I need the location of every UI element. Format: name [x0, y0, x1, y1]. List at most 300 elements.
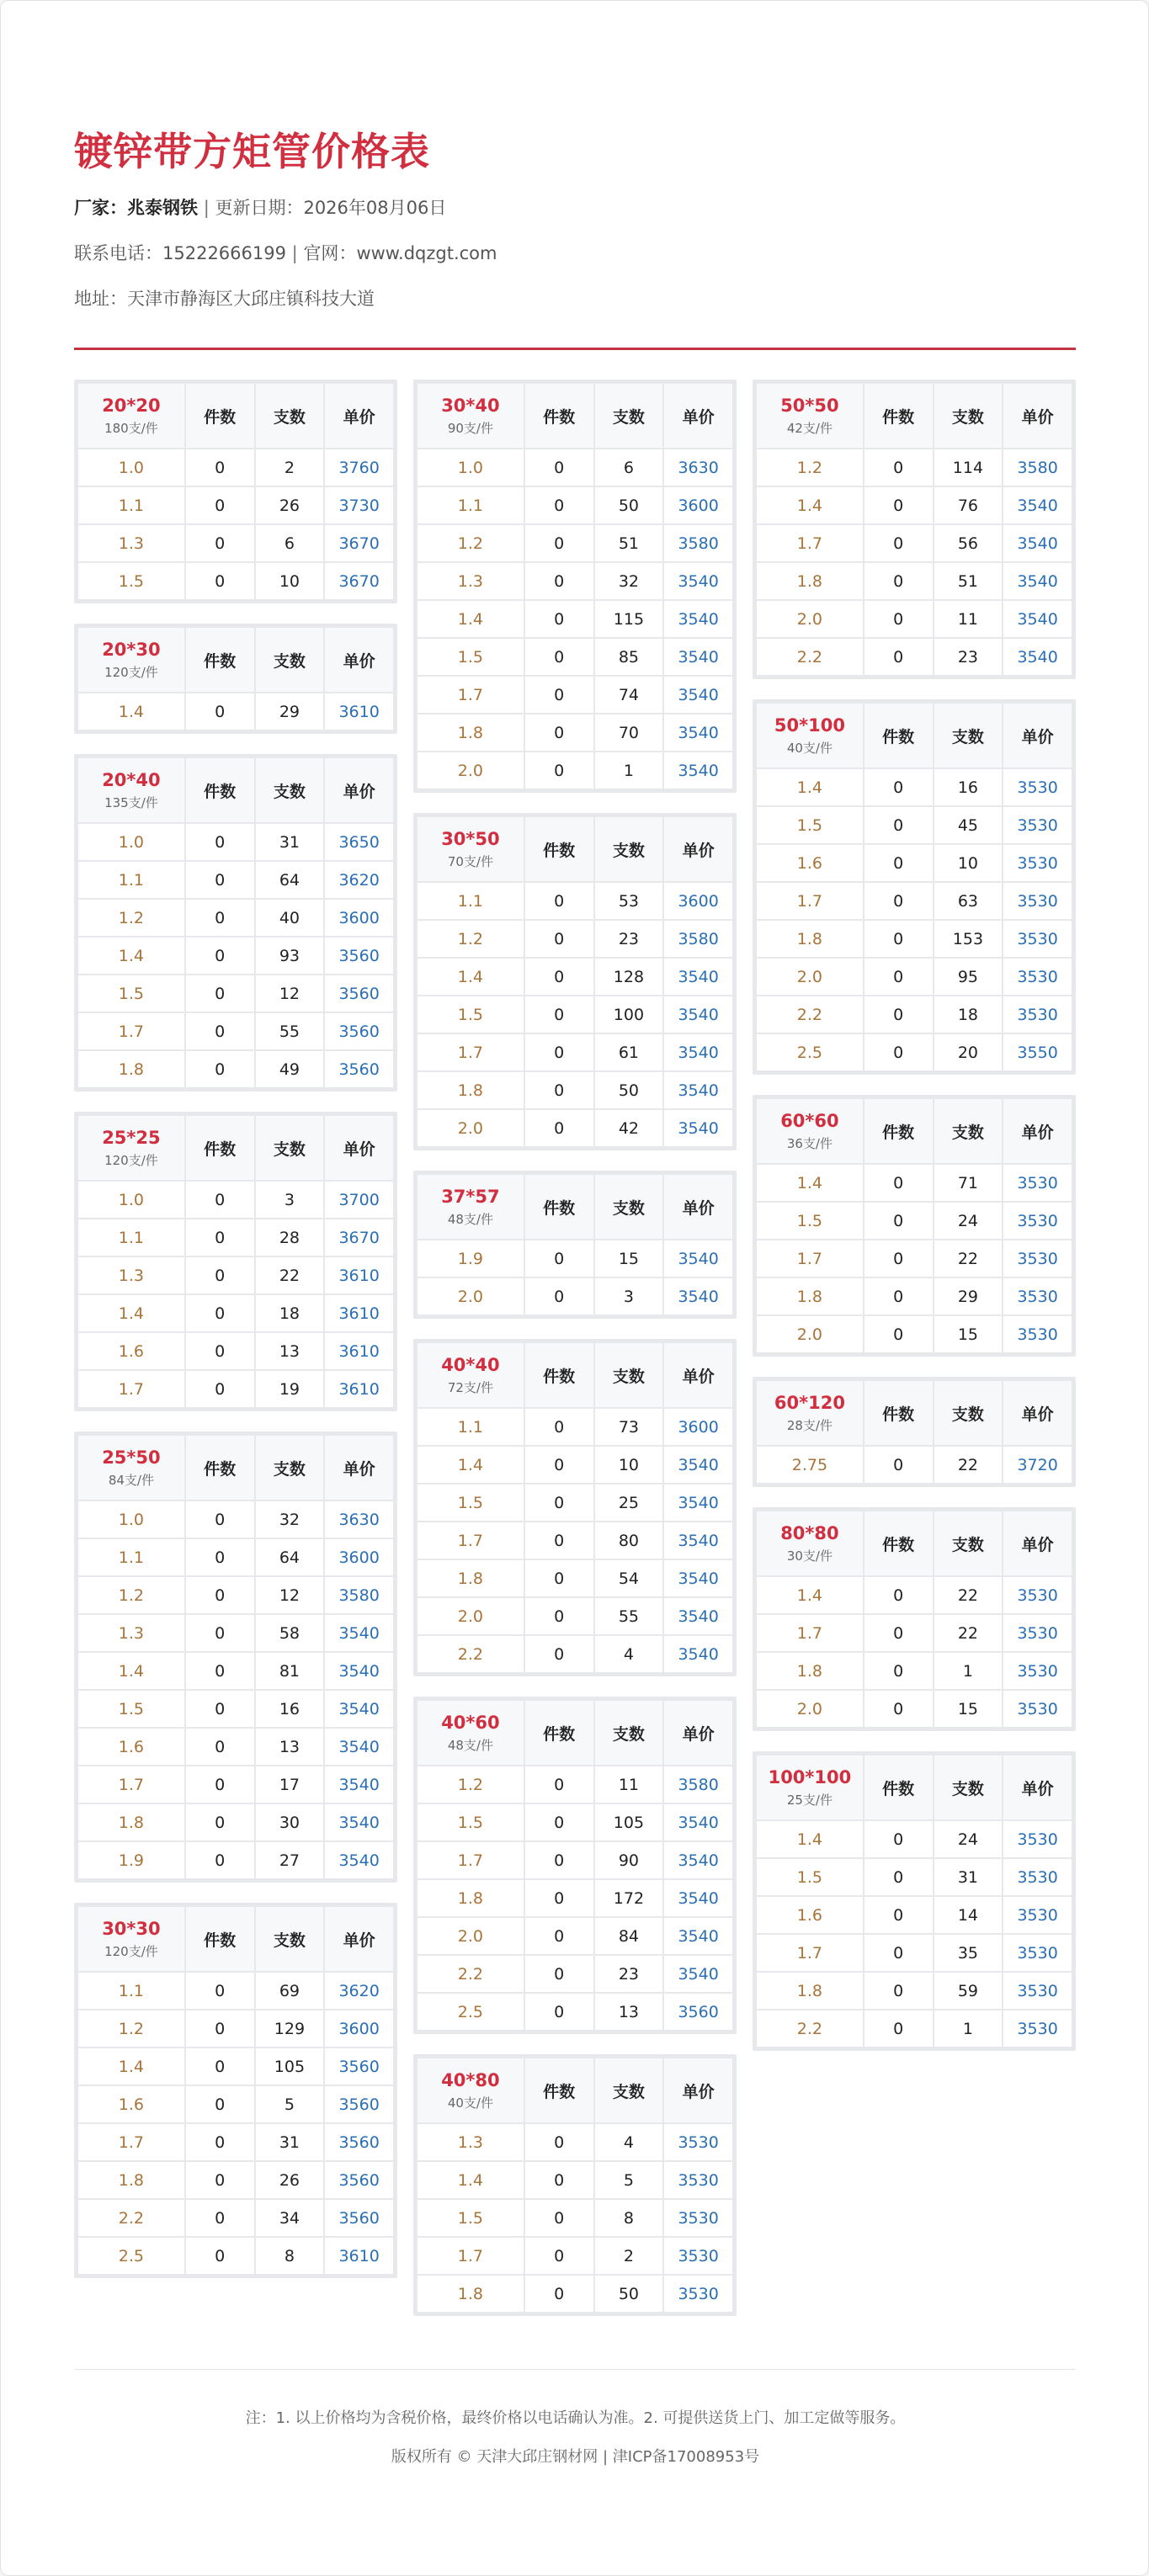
pieces-cell: 8: [594, 2199, 664, 2237]
pieces-cell: 11: [934, 600, 1003, 638]
pieces-cell: 30: [255, 1803, 325, 1841]
pieces-cell: 32: [594, 562, 664, 600]
spec-header: [756, 1380, 864, 1446]
count-cell: 0: [864, 486, 934, 524]
table-row: [77, 1370, 394, 1408]
count-cell: 0: [864, 600, 934, 638]
thickness-cell: 1.7: [417, 2237, 524, 2275]
thickness-cell: 1.8: [417, 2275, 524, 2313]
count-cell: 0: [185, 2010, 255, 2048]
price-cell: 3540: [663, 1803, 733, 1841]
count-cell: 0: [864, 958, 934, 996]
price-cell: 3530: [1003, 1164, 1072, 1202]
thickness-cell: 1.5: [756, 1202, 864, 1240]
table-row: [756, 1614, 1072, 1652]
table-row: [756, 1690, 1072, 1728]
pack-quantity: 72支/件: [447, 1379, 493, 1395]
table-row: [417, 1803, 733, 1841]
table-row: [77, 899, 394, 937]
thickness-cell: 1.5: [417, 1803, 524, 1841]
update-label: 更新日期: [215, 198, 286, 218]
pieces-cell: 27: [255, 1841, 325, 1879]
count-cell: 0: [864, 996, 934, 1033]
thickness-cell: 2.5: [417, 1993, 524, 2031]
table-row: [417, 676, 733, 714]
table-row: [77, 2123, 394, 2161]
thickness-cell: 2.2: [417, 1635, 524, 1673]
price-cell: 3600: [324, 2010, 394, 2048]
pieces-cell: 105: [594, 1803, 664, 1841]
thickness-cell: 1.4: [77, 693, 185, 730]
pieces-header: 支数: [255, 757, 325, 823]
pieces-cell: 23: [594, 1955, 664, 1993]
price-cell: 3600: [663, 1408, 733, 1446]
count-cell: 0: [864, 806, 934, 844]
table-row: [756, 1820, 1072, 1858]
thickness-cell: 1.8: [756, 1277, 864, 1315]
table-row: [77, 1766, 394, 1803]
count-cell: 0: [185, 2199, 255, 2237]
count-cell: 0: [185, 1652, 255, 1690]
thickness-cell: 2.2: [77, 2199, 185, 2237]
table-row: [756, 1277, 1072, 1315]
pieces-cell: 6: [594, 449, 664, 486]
thickness-cell: 1.2: [756, 449, 864, 486]
price-cell: 3540: [1003, 524, 1072, 562]
price-cell: 3630: [663, 449, 733, 486]
thickness-cell: 1.5: [756, 806, 864, 844]
pieces-cell: 63: [934, 882, 1003, 920]
thickness-cell: 1.5: [417, 638, 524, 676]
thickness-cell: 2.0: [756, 1690, 864, 1728]
price-cell: 3530: [1003, 1934, 1072, 1972]
count-header: 件数: [185, 383, 255, 449]
pack-quantity: 120支/件: [104, 664, 158, 680]
pieces-header: 支数: [934, 1511, 1003, 1576]
count-header: 件数: [524, 816, 594, 882]
spec-table: [753, 380, 1076, 679]
pieces-cell: 128: [594, 958, 664, 996]
price-header: 单价: [1003, 383, 1072, 449]
pieces-cell: 17: [255, 1766, 325, 1803]
table-row: [77, 1728, 394, 1766]
price-cell: 3540: [324, 1803, 394, 1841]
thickness-cell: 1.5: [77, 562, 185, 600]
thickness-cell: 1.6: [756, 844, 864, 882]
pieces-cell: 23: [594, 920, 664, 958]
pack-quantity: 120支/件: [104, 1152, 158, 1168]
count-cell: 0: [864, 1202, 934, 1240]
count-cell: 0: [864, 524, 934, 562]
pieces-cell: 29: [934, 1277, 1003, 1315]
count-cell: 0: [524, 1803, 594, 1841]
table-row: [417, 1484, 733, 1522]
count-cell: 0: [864, 1690, 934, 1728]
count-cell: 0: [524, 1955, 594, 1993]
pieces-header: 支数: [255, 383, 325, 449]
count-header: 件数: [524, 2058, 594, 2123]
thickness-cell: 1.7: [77, 1766, 185, 1803]
table-row: [756, 920, 1072, 958]
thickness-cell: 2.0: [417, 1597, 524, 1635]
pieces-cell: 28: [255, 1219, 325, 1256]
pieces-cell: 31: [934, 1858, 1003, 1896]
pieces-cell: 13: [255, 1728, 325, 1766]
thickness-cell: 1.0: [77, 1181, 185, 1219]
thickness-cell: 1.4: [417, 958, 524, 996]
spec-table: [753, 1751, 1076, 2051]
price-cell: 3560: [324, 1050, 394, 1088]
thickness-cell: 1.8: [77, 1803, 185, 1841]
pieces-cell: 34: [255, 2199, 325, 2237]
count-cell: 0: [524, 449, 594, 486]
price-cell: 3600: [663, 882, 733, 920]
pack-quantity: 36支/件: [786, 1135, 832, 1151]
footer-divider: [74, 2369, 1076, 2370]
pieces-cell: 55: [594, 1597, 664, 1635]
thickness-cell: 1.7: [756, 1614, 864, 1652]
price-header: 单价: [324, 627, 394, 693]
count-cell: 0: [524, 676, 594, 714]
phone-number[interactable]: 15222666199: [162, 243, 286, 263]
thickness-cell: 1.2: [77, 2010, 185, 2048]
count-header: 件数: [864, 1511, 934, 1576]
pieces-header: 支数: [594, 1174, 664, 1240]
count-cell: 0: [524, 1917, 594, 1955]
count-header: 件数: [185, 1435, 255, 1500]
pieces-cell: 23: [934, 638, 1003, 676]
table-row: [756, 958, 1072, 996]
price-cell: 3540: [663, 562, 733, 600]
table-row: [77, 1050, 394, 1088]
price-cell: 3540: [663, 1879, 733, 1917]
thickness-cell: 1.7: [756, 524, 864, 562]
count-cell: 0: [524, 1446, 594, 1484]
table-row: [417, 486, 733, 524]
table-row: [77, 1294, 394, 1332]
price-cell: 3630: [324, 1500, 394, 1538]
price-cell: 3610: [324, 1256, 394, 1294]
count-cell: 0: [524, 1993, 594, 2031]
count-cell: 0: [524, 1277, 594, 1315]
count-cell: 0: [185, 524, 255, 562]
spec-table: [413, 1697, 737, 2034]
table-row: [77, 449, 394, 486]
pieces-cell: 12: [255, 1576, 325, 1614]
count-cell: 0: [864, 1614, 934, 1652]
price-cell: 3530: [1003, 996, 1072, 1033]
price-cell: 3530: [1003, 1858, 1072, 1896]
thickness-cell: 1.4: [756, 1820, 864, 1858]
price-cell: 3580: [1003, 449, 1072, 486]
spec-header: [77, 627, 185, 693]
table-row: [417, 449, 733, 486]
table-row: [77, 1972, 394, 2010]
count-cell: 0: [524, 638, 594, 676]
price-cell: 3560: [324, 937, 394, 975]
pieces-cell: 84: [594, 1917, 664, 1955]
pieces-cell: 18: [934, 996, 1003, 1033]
count-cell: 0: [524, 2199, 594, 2237]
thickness-cell: 1.5: [756, 1858, 864, 1896]
thickness-cell: 2.2: [756, 996, 864, 1033]
count-cell: 0: [864, 844, 934, 882]
thickness-cell: 1.2: [417, 920, 524, 958]
pieces-cell: 59: [934, 1972, 1003, 2010]
spec-header: [417, 2058, 524, 2123]
count-cell: 0: [185, 2048, 255, 2085]
price-cell: 3540: [324, 1690, 394, 1728]
count-cell: 0: [185, 1294, 255, 1332]
table-row: [417, 2237, 733, 2275]
column-right: [753, 380, 1076, 2071]
pieces-cell: 22: [934, 1240, 1003, 1277]
pieces-header: 支数: [934, 383, 1003, 449]
thickness-cell: 1.4: [756, 486, 864, 524]
price-cell: 3560: [663, 1993, 733, 2031]
pack-quantity: 180支/件: [104, 420, 158, 436]
count-header: 件数: [864, 1098, 934, 1164]
price-cell: 3530: [1003, 1820, 1072, 1858]
price-cell: 3580: [663, 524, 733, 562]
price-cell: 3540: [663, 676, 733, 714]
pieces-cell: 2: [255, 449, 325, 486]
pieces-cell: 93: [255, 937, 325, 975]
table-row: [77, 1256, 394, 1294]
pieces-cell: 50: [594, 1071, 664, 1109]
pieces-cell: 10: [594, 1446, 664, 1484]
pieces-cell: 19: [255, 1370, 325, 1408]
pieces-cell: 5: [255, 2085, 325, 2123]
header: [74, 127, 1076, 312]
pieces-cell: 51: [934, 562, 1003, 600]
price-cell: 3540: [663, 714, 733, 752]
pack-quantity: 25支/件: [786, 1792, 832, 1808]
table-row: [756, 1446, 1072, 1484]
spec-table: [74, 1431, 397, 1883]
pieces-cell: 26: [255, 2161, 325, 2199]
thickness-cell: 2.0: [417, 1917, 524, 1955]
price-cell: 3540: [663, 1955, 733, 1993]
table-row: [756, 882, 1072, 920]
spec-name: 25*50: [102, 1447, 161, 1468]
price-cell: 3530: [663, 2199, 733, 2237]
price-header: 单价: [1003, 1098, 1072, 1164]
spec-header: [756, 1755, 864, 1820]
table-row: [417, 2199, 733, 2237]
thickness-cell: 1.1: [417, 882, 524, 920]
count-cell: 0: [185, 1050, 255, 1088]
thickness-cell: 1.8: [417, 1071, 524, 1109]
spec-name: 40*60: [441, 1712, 500, 1733]
count-cell: 0: [524, 2237, 594, 2275]
pieces-cell: 10: [255, 562, 325, 600]
price-cell: 3530: [1003, 1202, 1072, 1240]
table-row: [756, 2010, 1072, 2048]
thickness-cell: 2.0: [756, 958, 864, 996]
count-header: 件数: [864, 1755, 934, 1820]
spec-header: [77, 1115, 185, 1181]
count-cell: 0: [185, 1181, 255, 1219]
pieces-cell: 15: [934, 1315, 1003, 1353]
price-cell: 3530: [1003, 958, 1072, 996]
price-cell: 3540: [324, 1652, 394, 1690]
price-cell: 3530: [1003, 1614, 1072, 1652]
count-cell: 0: [524, 1879, 594, 1917]
pieces-cell: 85: [594, 638, 664, 676]
count-cell: 0: [185, 1690, 255, 1728]
thickness-cell: 1.1: [77, 486, 185, 524]
price-cell: 3560: [324, 2085, 394, 2123]
table-row: [417, 1879, 733, 1917]
table-row: [756, 1858, 1072, 1896]
count-cell: 0: [185, 2237, 255, 2275]
count-header: 件数: [524, 1342, 594, 1408]
pieces-cell: 22: [934, 1446, 1003, 1484]
count-cell: 0: [185, 937, 255, 975]
spec-table: [74, 754, 397, 1091]
price-cell: 3540: [663, 1484, 733, 1522]
pieces-cell: 40: [255, 899, 325, 937]
thickness-cell: 1.7: [417, 1522, 524, 1559]
pieces-header: 支数: [594, 383, 664, 449]
thickness-cell: 2.5: [756, 1033, 864, 1071]
pieces-cell: 18: [255, 1294, 325, 1332]
spec-header: [756, 1098, 864, 1164]
pieces-header: 支数: [934, 703, 1003, 768]
thickness-cell: 1.7: [756, 1934, 864, 1972]
price-cell: 3580: [324, 1576, 394, 1614]
thickness-cell: 1.6: [77, 2085, 185, 2123]
pieces-cell: 3: [255, 1181, 325, 1219]
thickness-cell: 1.2: [77, 899, 185, 937]
count-cell: 0: [185, 899, 255, 937]
count-cell: 0: [524, 920, 594, 958]
count-cell: 0: [524, 1109, 594, 1147]
table-row: [77, 2048, 394, 2085]
address-text: 天津市静海区大邱庄镇科技大道: [127, 289, 375, 309]
price-header: 单价: [663, 2058, 733, 2123]
count-cell: 0: [864, 1934, 934, 1972]
count-header: 件数: [524, 383, 594, 449]
price-header: 单价: [663, 1342, 733, 1408]
thickness-cell: 1.7: [756, 1240, 864, 1277]
thickness-cell: 1.0: [77, 449, 185, 486]
count-cell: 0: [864, 1972, 934, 2010]
table-row: [77, 975, 394, 1012]
spec-header: [756, 383, 864, 449]
price-cell: 3540: [663, 1033, 733, 1071]
count-cell: 0: [864, 1652, 934, 1690]
pieces-cell: 35: [934, 1934, 1003, 1972]
thickness-cell: 1.2: [77, 1576, 185, 1614]
table-row: [756, 1652, 1072, 1690]
count-cell: 0: [185, 1219, 255, 1256]
thickness-cell: 1.4: [417, 600, 524, 638]
thickness-cell: 1.0: [417, 449, 524, 486]
price-cell: 3540: [324, 1766, 394, 1803]
price-cell: 3600: [663, 486, 733, 524]
count-cell: 0: [524, 1597, 594, 1635]
pieces-cell: 42: [594, 1109, 664, 1147]
thickness-cell: 1.5: [417, 996, 524, 1033]
thickness-cell: 1.2: [417, 524, 524, 562]
count-cell: 0: [185, 1256, 255, 1294]
thickness-cell: 1.9: [77, 1841, 185, 1879]
price-cell: 3540: [324, 1841, 394, 1879]
table-row: [417, 1597, 733, 1635]
pieces-cell: 14: [934, 1896, 1003, 1934]
price-cell: 3540: [663, 752, 733, 789]
thickness-cell: 1.1: [417, 1408, 524, 1446]
table-row: [417, 562, 733, 600]
price-cell: 3540: [663, 1917, 733, 1955]
spec-header: [77, 1435, 185, 1500]
price-header: 单价: [1003, 1755, 1072, 1820]
price-cell: 3540: [1003, 638, 1072, 676]
price-cell: 3580: [663, 920, 733, 958]
pieces-header: 支数: [934, 1755, 1003, 1820]
count-cell: 0: [864, 882, 934, 920]
spec-header: [756, 1511, 864, 1576]
count-cell: 0: [185, 1370, 255, 1408]
thickness-cell: 1.8: [77, 2161, 185, 2199]
thickness-cell: 1.3: [77, 524, 185, 562]
table-row: [417, 2275, 733, 2313]
count-header: 件数: [185, 627, 255, 693]
price-cell: 3560: [324, 2161, 394, 2199]
table-row: [77, 1576, 394, 1614]
spec-table: [753, 1095, 1076, 1357]
price-cell: 3530: [663, 2237, 733, 2275]
pieces-cell: 54: [594, 1559, 664, 1597]
pack-quantity: 135支/件: [104, 794, 158, 810]
count-cell: 0: [864, 1446, 934, 1484]
thickness-cell: 1.5: [77, 975, 185, 1012]
count-cell: 0: [185, 562, 255, 600]
table-row: [756, 996, 1072, 1033]
thickness-cell: 2.75: [756, 1446, 864, 1484]
count-cell: 0: [524, 996, 594, 1033]
price-cell: 3530: [1003, 920, 1072, 958]
count-cell: 0: [524, 562, 594, 600]
pack-quantity: 42支/件: [786, 420, 832, 436]
pieces-header: 支数: [255, 1906, 325, 1972]
table-row: [77, 1690, 394, 1728]
count-cell: 0: [524, 1635, 594, 1673]
contact-line: 联系电话：15222666199 | 官网：www.dqzgt.com: [74, 243, 497, 263]
maker-name: 兆泰钢铁: [127, 198, 198, 218]
price-cell: 3540: [663, 1109, 733, 1147]
pieces-cell: 22: [255, 1256, 325, 1294]
price-cell: 3540: [663, 1841, 733, 1879]
thickness-cell: 1.1: [77, 861, 185, 899]
thickness-cell: 1.8: [417, 714, 524, 752]
table-row: [417, 524, 733, 562]
table-row: [77, 1652, 394, 1690]
table-row: [756, 524, 1072, 562]
pieces-cell: 81: [255, 1652, 325, 1690]
count-cell: 0: [524, 1841, 594, 1879]
count-cell: 0: [864, 1858, 934, 1896]
price-cell: 3720: [1003, 1446, 1072, 1484]
site-link[interactable]: www.dqzgt.com: [356, 243, 497, 263]
pieces-cell: 16: [255, 1690, 325, 1728]
thickness-cell: 2.2: [756, 2010, 864, 2048]
count-cell: 0: [185, 1803, 255, 1841]
price-header: 单价: [1003, 1380, 1072, 1446]
spec-name: 30*40: [441, 395, 500, 416]
